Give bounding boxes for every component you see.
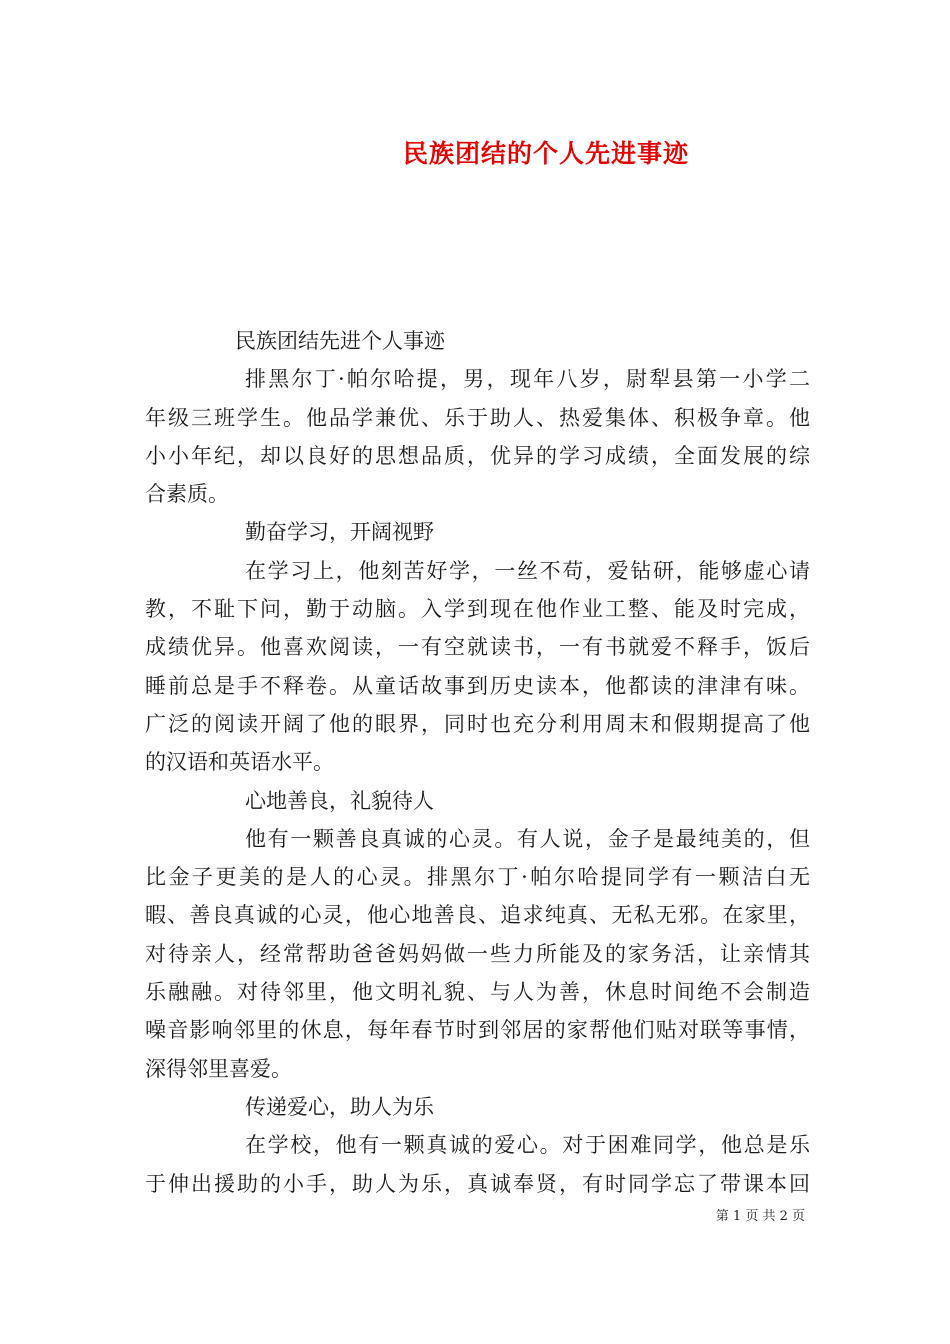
paragraph-line: 合素质。 (145, 482, 229, 507)
section-heading: 传递爱心，助人为乐 (245, 1094, 434, 1119)
document-title: 民族团结的个人先进事迹 (402, 139, 689, 168)
paragraph-line: 在学校，他有一颗真诚的爱心。对于困难同学，他总是乐 (245, 1133, 810, 1158)
paragraph-line: 成绩优异。他喜欢阅读，一有空就读书，一有书就爱不释手，饭后 (145, 635, 810, 660)
paragraph-line: 年级三班学生。他品学兼优、乐于助人、热爱集体、积极争章。他 (145, 405, 810, 430)
paragraph-line: 暇、善良真诚的心灵，他心地善良、追求纯真、无私无邪。在家里， (145, 903, 810, 928)
paragraph-line: 噪音影响邻里的休息，每年春节时到邻居的家帮他们贴对联等事情， (145, 1018, 810, 1043)
section-heading: 心地善良，礼貌待人 (245, 788, 434, 813)
paragraph-line: 深得邻里喜爱。 (145, 1056, 292, 1081)
paragraph-line: 于伸出援助的小手，助人为乐，真诚奉贤，有时同学忘了带课本回 (145, 1171, 810, 1196)
paragraph-line: 在学习上，他刻苦好学，一丝不苟，爱钻研，能够虚心请 (245, 558, 810, 583)
page-number: 第 1 页 共 2 页 (715, 1209, 805, 1224)
paragraph-line: 排黑尔丁·帕尔哈提，男，现年八岁，尉犁县第一小学二 (245, 367, 810, 392)
paragraph-line: 对待亲人，经常帮助爸爸妈妈做一些力所能及的家务活，让亲情其 (145, 941, 810, 966)
paragraph-line: 乐融融。对待邻里，他文明礼貌、与人为善，休息时间绝不会制造 (145, 980, 810, 1005)
paragraph-line: 小小年纪，却以良好的思想品质，优异的学习成绩，全面发展的综 (145, 443, 810, 468)
paragraph-line: 他有一颗善良真诚的心灵。有人说，金子是最纯美的，但 (245, 826, 810, 851)
paragraph-line: 教，不耻下问，勤于动脑。入学到现在他作业工整、能及时完成， (145, 597, 810, 622)
section-heading: 勤奋学习，开阔视野 (245, 520, 434, 545)
paragraph-line: 比金子更美的是人的心灵。排黑尔丁·帕尔哈提同学有一颗洁白无 (145, 865, 810, 890)
document-body (145, 322, 810, 1203)
document-subtitle: 民族团结先进个人事迹 (235, 329, 445, 353)
paragraph-line: 睡前总是手不释卷。从童话故事到历史读本，他都读的津津有味。 (145, 673, 810, 698)
paragraph-line: 广泛的阅读开阔了他的眼界，同时也充分利用周末和假期提高了他 (145, 711, 810, 736)
paragraph-line: 的汉语和英语水平。 (145, 750, 334, 775)
